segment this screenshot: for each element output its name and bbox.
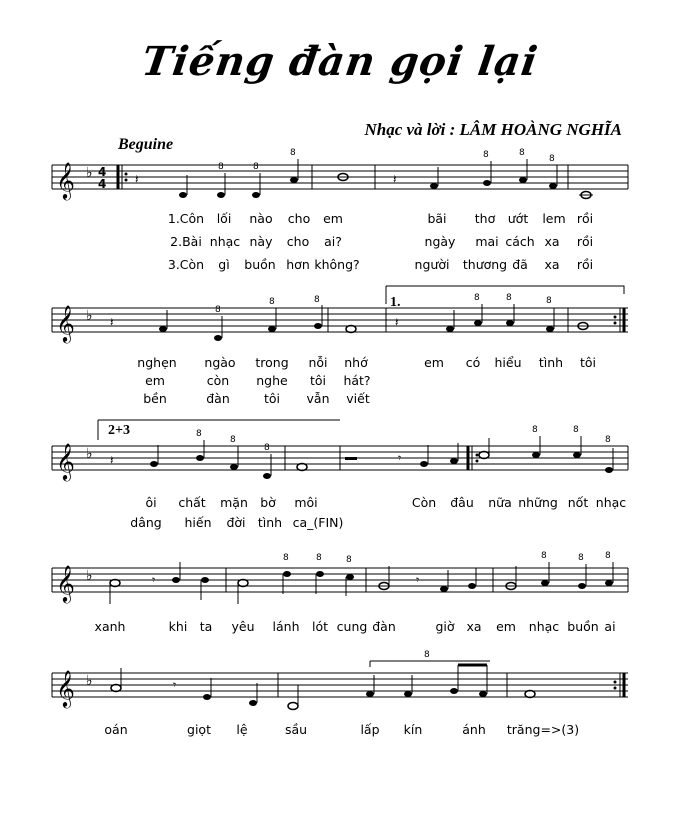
treble-clef-icon: 𝄞 — [56, 442, 75, 480]
lyric: mặn — [220, 495, 248, 510]
svg-text:𝄽: 𝄽 — [110, 315, 114, 329]
lyric: đàn — [372, 619, 396, 634]
lyric: cho — [287, 211, 311, 226]
lyric: giọt — [187, 722, 211, 737]
lyric: hiến — [184, 515, 212, 530]
lyric: lót — [311, 619, 329, 634]
svg-text:8: 8 — [519, 148, 525, 158]
lyric: 1.Côn — [167, 211, 205, 226]
flat-icon: ♭ — [86, 446, 93, 462]
svg-text:𝄽: 𝄽 — [395, 315, 399, 329]
volta-1-label: 1. — [390, 295, 401, 310]
volta-2-label: 2+3 — [108, 423, 130, 438]
lyric: ôi — [145, 495, 157, 510]
lyric: nhạc — [595, 495, 627, 510]
svg-text:8: 8 — [541, 551, 547, 561]
svg-text:4: 4 — [98, 177, 107, 191]
svg-text:𝄾: 𝄾 — [173, 678, 177, 692]
svg-text:8: 8 — [346, 555, 352, 565]
lyric: gì — [218, 257, 230, 272]
flat-icon: ♭ — [86, 165, 93, 181]
lyric: tình — [538, 355, 564, 370]
svg-text:8: 8 — [314, 295, 320, 305]
lyric: bền — [143, 391, 167, 406]
lyric: dâng — [130, 515, 162, 530]
svg-text:𝄾: 𝄾 — [398, 451, 402, 465]
svg-text:8: 8 — [573, 425, 579, 435]
svg-text:8: 8 — [196, 429, 202, 439]
lyric: ai? — [324, 234, 342, 249]
svg-text:4: 4 — [98, 165, 107, 179]
lyric: xa — [466, 619, 482, 634]
chord-mark: 8 — [424, 650, 430, 660]
svg-text:𝄾: 𝄾 — [152, 573, 156, 587]
svg-text:8: 8 — [546, 296, 552, 306]
svg-text:8: 8 — [578, 553, 584, 563]
lyric: tôi — [263, 391, 281, 406]
author-credit: Nhạc và lời : LÂM HOÀNG NGHĨA — [364, 120, 622, 139]
lyric: chất — [178, 495, 206, 510]
svg-text:8: 8 — [483, 150, 489, 160]
lyric: trong — [255, 355, 289, 370]
lyric: người — [414, 257, 450, 272]
lyric: nhạc — [528, 619, 560, 634]
svg-text:8: 8 — [264, 443, 270, 453]
svg-text:8: 8 — [605, 435, 611, 445]
lyric: khi — [168, 619, 188, 634]
lyric: nghe — [256, 373, 288, 388]
lyric: những — [518, 495, 558, 510]
svg-text:𝄾: 𝄾 — [416, 573, 420, 587]
treble-clef-icon: 𝄞 — [56, 564, 75, 602]
lyric: yêu — [231, 619, 255, 634]
lyric: em — [496, 619, 516, 634]
lyric: hơn — [286, 257, 310, 272]
lyric: Còn — [411, 495, 437, 510]
lyric: tôi — [579, 355, 597, 370]
treble-clef-icon: 𝄞 — [56, 669, 75, 707]
lyric: 2.Bài — [170, 234, 202, 249]
lyric: nữa — [488, 495, 512, 510]
lyric: tình — [257, 515, 283, 530]
lyric: bờ — [260, 495, 276, 510]
lyric: rồi — [576, 257, 594, 272]
svg-text:8: 8 — [283, 553, 289, 563]
svg-text:8: 8 — [605, 551, 611, 561]
treble-clef-icon: 𝄞 — [56, 304, 75, 342]
svg-text:8: 8 — [290, 148, 296, 158]
lyric: buồn — [244, 257, 276, 272]
lyric: xa — [544, 234, 560, 249]
svg-text:8: 8 — [230, 435, 236, 445]
lyric: thương — [462, 257, 508, 272]
lyric: ai — [604, 619, 616, 634]
lyric: em — [323, 211, 343, 226]
lyric: 3.Còn — [167, 257, 205, 272]
lyric: ngày — [424, 234, 456, 249]
notes-system-4 — [110, 551, 613, 604]
svg-text:8: 8 — [269, 297, 275, 307]
lyric: xa — [544, 257, 560, 272]
lyric: hiểu — [494, 355, 522, 370]
lyric: giờ — [435, 619, 455, 634]
lyric: cung — [336, 619, 368, 634]
lyric: cho — [286, 234, 310, 249]
lyric: không? — [314, 257, 360, 272]
lyric: ta — [199, 619, 213, 634]
svg-text:8: 8 — [549, 154, 555, 164]
lyric: lem — [542, 211, 566, 226]
lyric: môi — [294, 495, 318, 510]
notes-system-5 — [111, 665, 535, 710]
svg-text:8: 8 — [215, 305, 221, 315]
lyric: cách — [505, 234, 535, 249]
lyric: có — [465, 355, 481, 370]
svg-text:8: 8 — [218, 162, 224, 172]
svg-text:8: 8 — [474, 293, 480, 303]
flat-icon: ♭ — [86, 568, 93, 584]
svg-text:8: 8 — [506, 293, 512, 303]
lyric: ca_(FIN) — [292, 515, 344, 530]
lyric: nào — [249, 211, 273, 226]
lyric: buồn — [567, 619, 599, 634]
flat-icon: ♭ — [86, 673, 93, 689]
lyric: nhớ — [344, 355, 368, 370]
lyric: thơ — [474, 211, 496, 226]
lyric: tôi — [309, 373, 327, 388]
lyric: ngào — [204, 355, 236, 370]
lyric: ánh — [462, 722, 486, 737]
lyric: nốt — [567, 495, 589, 510]
lyric: đã — [512, 257, 528, 272]
svg-text:8: 8 — [316, 553, 322, 563]
lyric: kín — [403, 722, 423, 737]
treble-clef-icon: 𝄞 — [56, 161, 75, 199]
svg-text:8: 8 — [253, 162, 259, 172]
svg-text:𝄽: 𝄽 — [135, 172, 139, 186]
lyric: xanh — [94, 619, 126, 634]
lyric: lối — [216, 211, 232, 226]
lyric: sầu — [284, 722, 308, 737]
lyric: lệ — [236, 722, 248, 737]
lyric: nỗi — [308, 355, 328, 370]
svg-text:8: 8 — [532, 425, 538, 435]
lyric: đời — [226, 515, 246, 530]
lyric: vẫn — [306, 391, 330, 406]
lyric: rồi — [576, 234, 594, 249]
lyric: này — [249, 234, 273, 249]
lyric: nghẹn — [137, 355, 177, 370]
lyric: trăng=>(3) — [506, 722, 580, 737]
lyric: viết — [346, 391, 370, 406]
lyric: nhạc — [209, 234, 241, 249]
lyric: em — [424, 355, 444, 370]
lyric: còn — [206, 373, 230, 388]
lyric: bãi — [427, 211, 447, 226]
lyric: em — [145, 373, 165, 388]
svg-text:𝄽: 𝄽 — [393, 172, 397, 186]
flat-icon: ♭ — [86, 308, 93, 324]
lyric: oán — [104, 722, 128, 737]
lyric: ướt — [507, 211, 529, 226]
lyric: đâu — [450, 495, 474, 510]
svg-text:𝄽: 𝄽 — [110, 453, 114, 467]
notes-system-1 — [179, 148, 593, 199]
lyric: rồi — [576, 211, 594, 226]
lyric: lấp — [360, 722, 380, 737]
lyric: mai — [475, 234, 499, 249]
lyric: lánh — [272, 619, 300, 634]
tempo-marking: Beguine — [118, 136, 174, 153]
lyric: hát? — [343, 373, 371, 388]
lyric: đàn — [206, 391, 230, 406]
song-title: Tiếng đàn gọi lại — [139, 38, 541, 85]
staff-system-2 — [0, 293, 680, 380]
notes-system-2 — [159, 293, 588, 341]
